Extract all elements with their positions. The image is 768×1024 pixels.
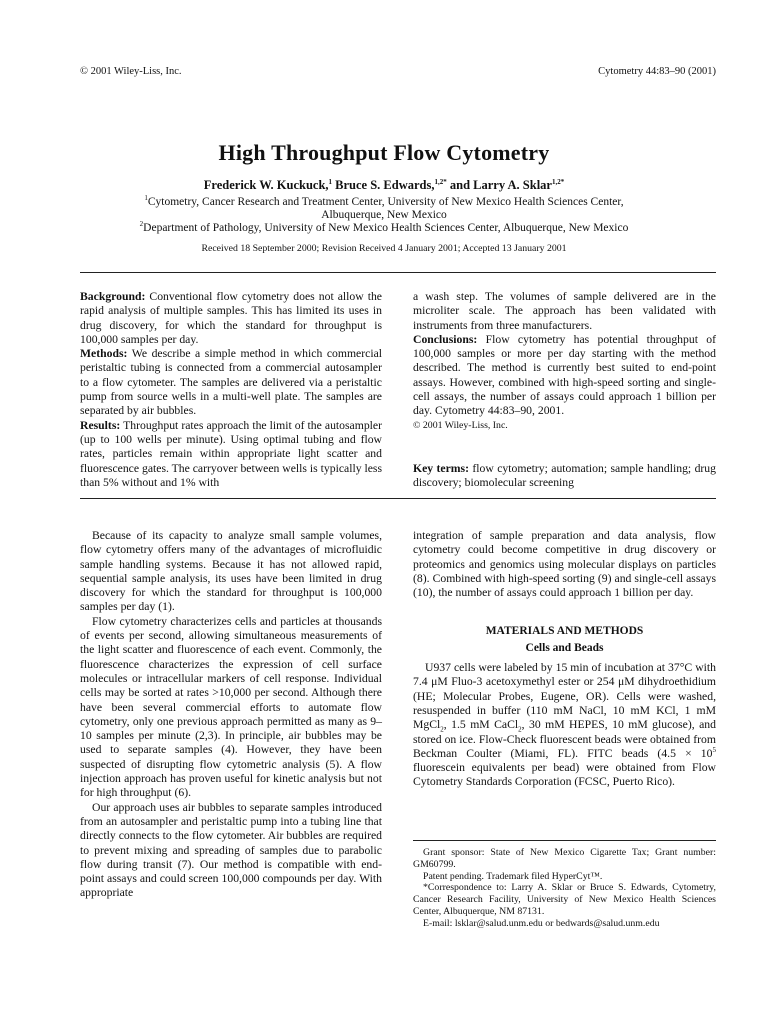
abstract-background	[80, 290, 382, 347]
abstract-conclusions	[413, 333, 716, 419]
superscript: 5	[712, 745, 716, 754]
key-terms-label: Key terms:	[413, 462, 469, 475]
abstract-results	[80, 419, 382, 490]
results-text: Throughput rates approach the limit of the autosampler (up to 100 wells per minute). Using optimal tubing and flow rates, particles remain within appropriate light scatter and fluorescence gates. The carryover between wells is typically less than 5% without and 1% with	[80, 418, 382, 489]
footnote-email: E-mail: lsklar@salud.unm.edu or bedwards@salud.unm.edu	[423, 917, 660, 929]
body-text: , 30 mM HEPES, 10 mM glucose), and stored on ice. Flow-Check fluorescent beads were obtained from Beckman Coulter (Miami, FL). FITC beads (4.5 × 10	[413, 718, 716, 760]
received-dates: Received 18 September 2000; Revision Received 4 January 2001; Accepted 13 January 2001	[201, 243, 567, 254]
body-text: , 1.5 mM CaCl	[443, 718, 519, 732]
abstract-copyright: © 2001 Wiley-Liss, Inc.	[413, 419, 508, 431]
background-text: Conventional flow cytometry does not allow the rapid analysis of multiple samples. This has limited its uses in drug discovery, for which the standard for throughput is 100,000 samples per day.	[80, 290, 382, 346]
section-heading: MATERIALS AND METHODS	[485, 625, 644, 638]
affiliation-1-line1: Cytometry, Cancer Research and Treatment Center, University of New Mexico Health Sciences Center,	[147, 196, 624, 208]
affiliation-mark: 2	[139, 220, 144, 229]
body-paragraph: Flow cytometry characterizes cells and particles at thousands of events per second, allowing simultaneous measurements of the light scatter and fluorescence of each event. Commonly, the fluorescence characterizes the expression of cell surface molecules or intracellular markers of cell response. Individual cells may be sorted at rates >10,000 per second. Although there have been several commercial efforts to automate flow cytometry, only one previous approach permitted as many as 9–10 samples per minute (2,3). In principle, air bubbles may be used to separate samples (4). However, they have been suspected of disrupting flow cytometric analysis (5). A flow injection approach has proven useful for kinetic analysis but not for high throughput (6).	[80, 614, 382, 800]
affiliation-2	[0, 222, 768, 235]
abstract-results-continued: a wash step. The volumes of sample delivered are in the microliter scale. The approach has been validated with instruments from three manufacturers.	[413, 290, 716, 332]
author-sklar: and Larry A. Sklar	[446, 178, 552, 192]
author-edwards: Bruce S. Edwards,	[332, 178, 435, 192]
abstract-top-rule	[80, 272, 716, 273]
body-text: U937 cells were labeled by 15 min of incubation at 37°C with 7.4 μM Fluo-3 acetoxymethyl ester or 254 μM dihydroethidium (HE; Molecular Probes, Eugene, OR). Cells were washed, resuspended in buffer (110 mM NaCl, 10 mM KCl, 1 mM MgCl	[413, 661, 716, 732]
methods-text: We describe a simple method in which commercial peristaltic tubing is connected from a commercial autosampler to a flow cytometer. The samples are delivered via a peristaltic pump from source wells in a multi-well plate. The samples are separated by air bubbles.	[80, 347, 382, 418]
paper-title: High Throughput Flow Cytometry	[218, 140, 550, 165]
results-label: Results:	[80, 418, 121, 432]
footnote-grant: Grant sponsor: State of New Mexico Cigarette Tax; Grant number: GM60799.	[413, 847, 716, 870]
author-affiliation-mark: 1	[328, 177, 333, 186]
author-affiliation-mark: 1,2*	[434, 177, 447, 186]
subscript: 2	[518, 725, 522, 734]
abstract-left-column	[80, 290, 382, 490]
key-terms-text: flow cytometry; automation; sample handling; drug discovery; biomolecular screening	[413, 462, 716, 490]
journal-copyright: © 2001 Wiley-Liss, Inc.	[80, 66, 182, 77]
body-paragraph: Our approach uses air bubbles to separate samples introduced from an autosampler and peristaltic pump into a tubing line that directly connects to the flow cytometer. Air bubbles are required to prevent mixing and spreading of samples due to parabolic flow during transit (7). Our method is compatible with end-point assays and could screen 100,000 compounds per day. With appropriate	[80, 800, 382, 900]
body-left-column	[80, 529, 382, 901]
footnote-patent: Patent pending. Trademark filed HyperCyt™.	[423, 870, 603, 882]
affiliation-1	[0, 196, 768, 222]
conclusions-text: Flow cytometry has potential throughput of 100,000 samples or more per day starting with the method described. The method is currently best suited to end-point assays. However, combined with high-speed sorting and single- cell assays, the number of assays could approach 1 billion per day. Cytometry 44:83–90, 2001.	[413, 332, 716, 418]
background-label: Background:	[80, 290, 146, 303]
affiliation-2-text: Department of Pathology, University of New Mexico Health Sciences Center, Albuquerque, New Mexico	[143, 222, 629, 234]
journal-citation: Cytometry 44:83–90 (2001)	[598, 66, 716, 77]
author-affiliation-mark: 1,2*	[551, 177, 565, 186]
body-paragraph: Because of its capacity to analyze small sample volumes, flow cytometry offers many of the advantages of microfluidic sample handling systems. Because it has not allowed rapid, sequential sample analysis, its uses have been limited in drug discovery for which the standard for throughput is 100,000 samples per day (1).	[80, 529, 382, 614]
author-kuckuck: Frederick W. Kuckuck,	[203, 178, 329, 192]
footnote-correspondence: *Correspondence to: Larry A. Sklar or Bruce S. Edwards, Cytometry, Cancer Research Facility, University of New Mexico Health Sciences Center, Albuquerque, NM 87131.	[413, 882, 716, 917]
subsection-heading: Cells and Beads	[525, 641, 604, 654]
body-paragraph	[413, 661, 716, 790]
footnotes	[413, 847, 716, 930]
abstract-bottom-rule	[80, 498, 716, 499]
body-right-column	[413, 529, 716, 790]
body-text: fluorescein equivalents per bead) were obtained from Flow Cytometry Standards Corporation (FCSC, Puerto Rico).	[413, 761, 716, 789]
key-terms	[413, 462, 716, 491]
affiliation-1-line2: Albuquerque, New Mexico	[321, 209, 447, 221]
abstract-methods	[80, 347, 382, 418]
conclusions-label: Conclusions:	[413, 332, 478, 346]
affiliation-mark: 1	[144, 194, 148, 203]
subscript: 2	[440, 725, 444, 734]
body-paragraph: integration of sample preparation and data analysis, flow cytometry could become competitive in drug discovery or proteomics and genomics using molecular displays on particles (8). Combined with high-speed sorting (9) and single-cell assays (10), the number of assays could approach 1 billion per day.	[413, 529, 716, 600]
methods-label: Methods:	[80, 347, 128, 361]
author-list	[0, 178, 768, 193]
abstract-right-column	[413, 290, 716, 433]
footnote-rule	[413, 840, 716, 841]
